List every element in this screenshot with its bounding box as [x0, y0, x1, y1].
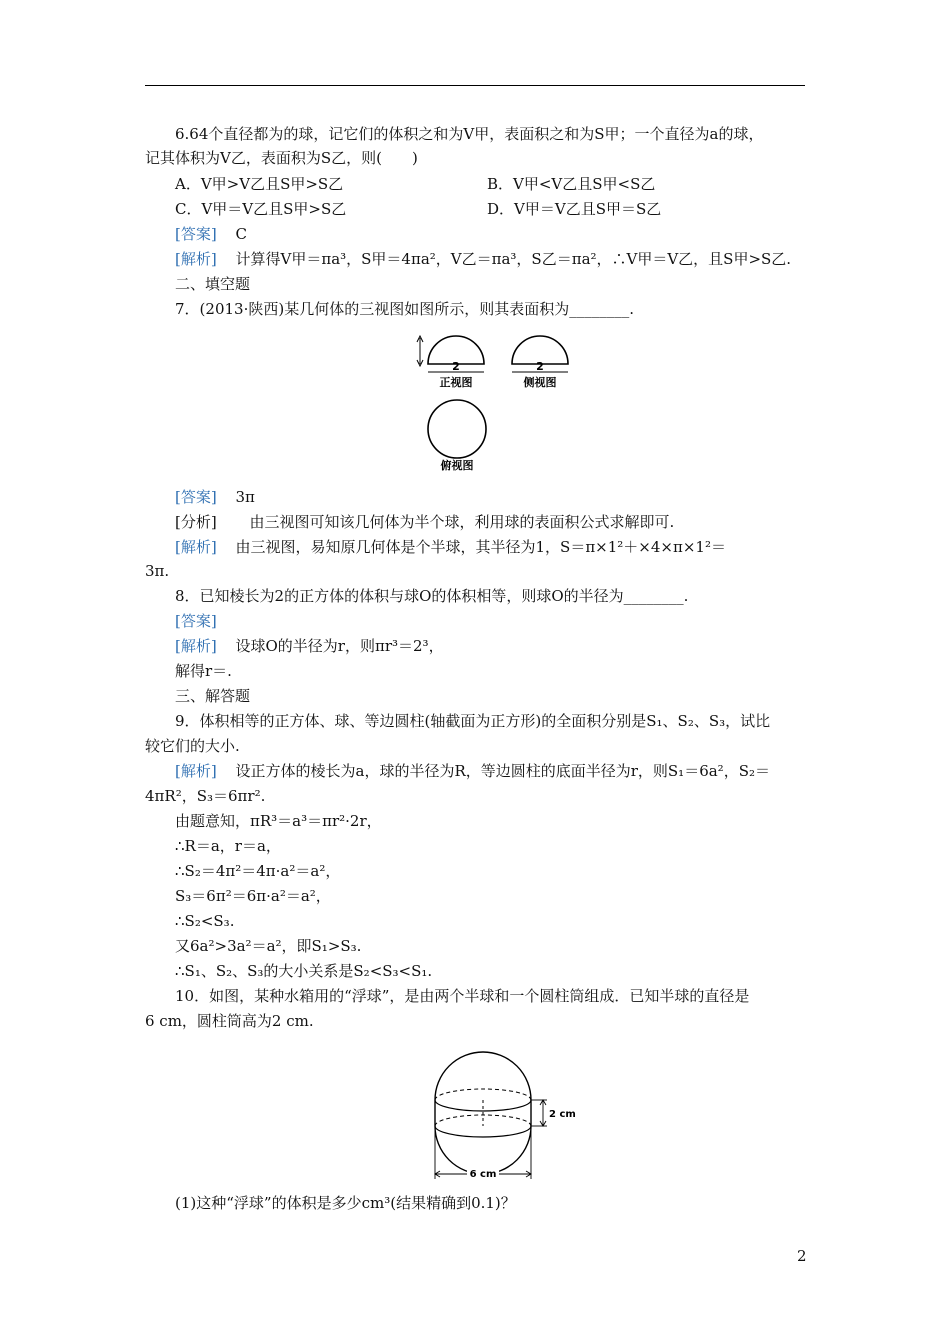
q8-stem: 8．已知棱长为2的正方体的体积与球O的体积相等，则球O的半径为________.: [175, 587, 689, 605]
q8-analysis-2: 解得r＝.: [175, 662, 232, 680]
header-rule: [145, 85, 805, 86]
q6-answer-line: [175, 224, 247, 244]
q6-stem-line2: 记其体积为V乙，表面积为S乙，则( ): [145, 149, 418, 167]
q6-analysis: 计算得V甲＝πa³，S甲＝4πa²，V乙＝πa³，S乙＝πa²，∴V甲＝V乙，且S甲>S乙.: [235, 250, 792, 268]
top-view-circle: [428, 400, 486, 458]
q7-answer-tag: [答案]: [175, 488, 217, 506]
q6-analysis-tag: [解析]: [175, 250, 217, 268]
section-3-heading: 三、解答题: [175, 687, 251, 705]
page-number: 2: [797, 1247, 807, 1265]
top-ellipse-back: [435, 1089, 531, 1100]
q7-fenxi-line: [175, 512, 674, 532]
q7-analysis-tag: [解析]: [175, 538, 217, 556]
three-view-figure: [410, 330, 570, 480]
q6-stem-line1: 6.64个直径都为的球，记它们的体积之和为V甲，表面积之和为S甲；一个直径为a的球，: [175, 125, 764, 143]
q9-line-2: 由题意知，πR³＝a³＝πr²·2r，: [175, 812, 382, 830]
front-view-label: 正视图: [439, 376, 473, 389]
q9-line-0: 设正方体的棱长为a，球的半径为R，等边圆柱的底面半径为r，则S₁＝6a²，S₂＝: [235, 762, 770, 780]
height-label: 2 cm: [549, 1109, 576, 1120]
side-view-dim-label: 2: [536, 360, 544, 373]
q7-fenxi: 由三视图可知该几何体为半个球，利用球的表面积公式求解即可.: [249, 513, 675, 531]
q7-analysis-2: 3π.: [145, 562, 170, 580]
q9-analysis-tag: [解析]: [175, 762, 217, 780]
q6-answer: C: [235, 225, 247, 243]
front-view-dim-label: 2: [452, 360, 460, 373]
q7-answer-line: [175, 487, 255, 507]
q7-stem: 7．(2013·陕西)某几何体的三视图如图所示，则其表面积为________.: [175, 300, 634, 318]
q9-stem-line1: 9．体积相等的正方体、球、等边圆柱(轴截面为正方形)的全面积分别是S₁、S₂、S₃，试比: [175, 712, 771, 730]
bottom-ellipse-front: [435, 1126, 531, 1137]
q10-sub1: (1)这种“浮球”的体积是多少cm³(结果精确到0.1)？: [175, 1194, 516, 1212]
q7-analysis-1: 由三视图，易知原几何体是个半球，其半径为1，S＝π×1²＋×4×π×1²＝: [235, 538, 726, 556]
width-label: 6 cm: [469, 1169, 497, 1180]
q9-line-6: ∴S₂<S₃.: [175, 912, 235, 930]
q6-analysis-line: [175, 249, 791, 269]
q9-line-5: S₃＝6π²＝6π·a²＝a²，: [175, 887, 331, 905]
q9-analysis-line: [175, 761, 770, 781]
q8-analysis-line: [175, 636, 444, 656]
section-2-heading: 二、填空题: [175, 275, 251, 293]
q6-option-b: B．V甲<V乙且S甲<S乙: [487, 175, 656, 193]
q9-line-8: ∴S₁、S₂、S₃的大小关系是S₂<S₃<S₁.: [175, 962, 433, 980]
q6-option-d: D．V甲＝V乙且S甲＝S乙: [487, 200, 662, 218]
q9-stem-line2: 较它们的大小.: [145, 737, 240, 755]
side-view-label: 侧视图: [523, 376, 557, 389]
q7-analysis-line: [175, 537, 726, 557]
q10-stem-line2: 6 cm，圆柱筒高为2 cm.: [145, 1012, 314, 1030]
float-ball-figure: [425, 1043, 576, 1183]
q9-line-4: ∴S₂＝4π²＝4π·a²＝a²，: [175, 862, 341, 880]
q6-option-c: C．V甲＝V乙且S甲>S乙: [175, 200, 347, 218]
q9-line-1: 4πR²，S₃＝6πr².: [145, 787, 266, 805]
q9-line-7: 又6a²>3a²＝a²，即S₁>S₃.: [175, 937, 362, 955]
q7-fenxi-tag: [分析]: [175, 513, 217, 531]
q7-answer: 3π: [235, 488, 255, 506]
q9-line-3: ∴R＝a，r＝a，: [175, 837, 281, 855]
q6-answer-tag: [答案]: [175, 225, 217, 243]
q8-answer-tag: [答案]: [175, 612, 217, 630]
top-view-label: 俯视图: [440, 459, 474, 472]
q10-stem-line1: 10．如图，某种水箱用的“浮球”，是由两个半球和一个圆柱筒组成．已知半球的直径是: [175, 987, 750, 1005]
q8-analysis-tag: [解析]: [175, 637, 217, 655]
q8-analysis-1: 设球O的半径为r，则πr³＝2³，: [235, 637, 444, 655]
q6-option-a: A．V甲>V乙且S甲>S乙: [175, 175, 344, 193]
